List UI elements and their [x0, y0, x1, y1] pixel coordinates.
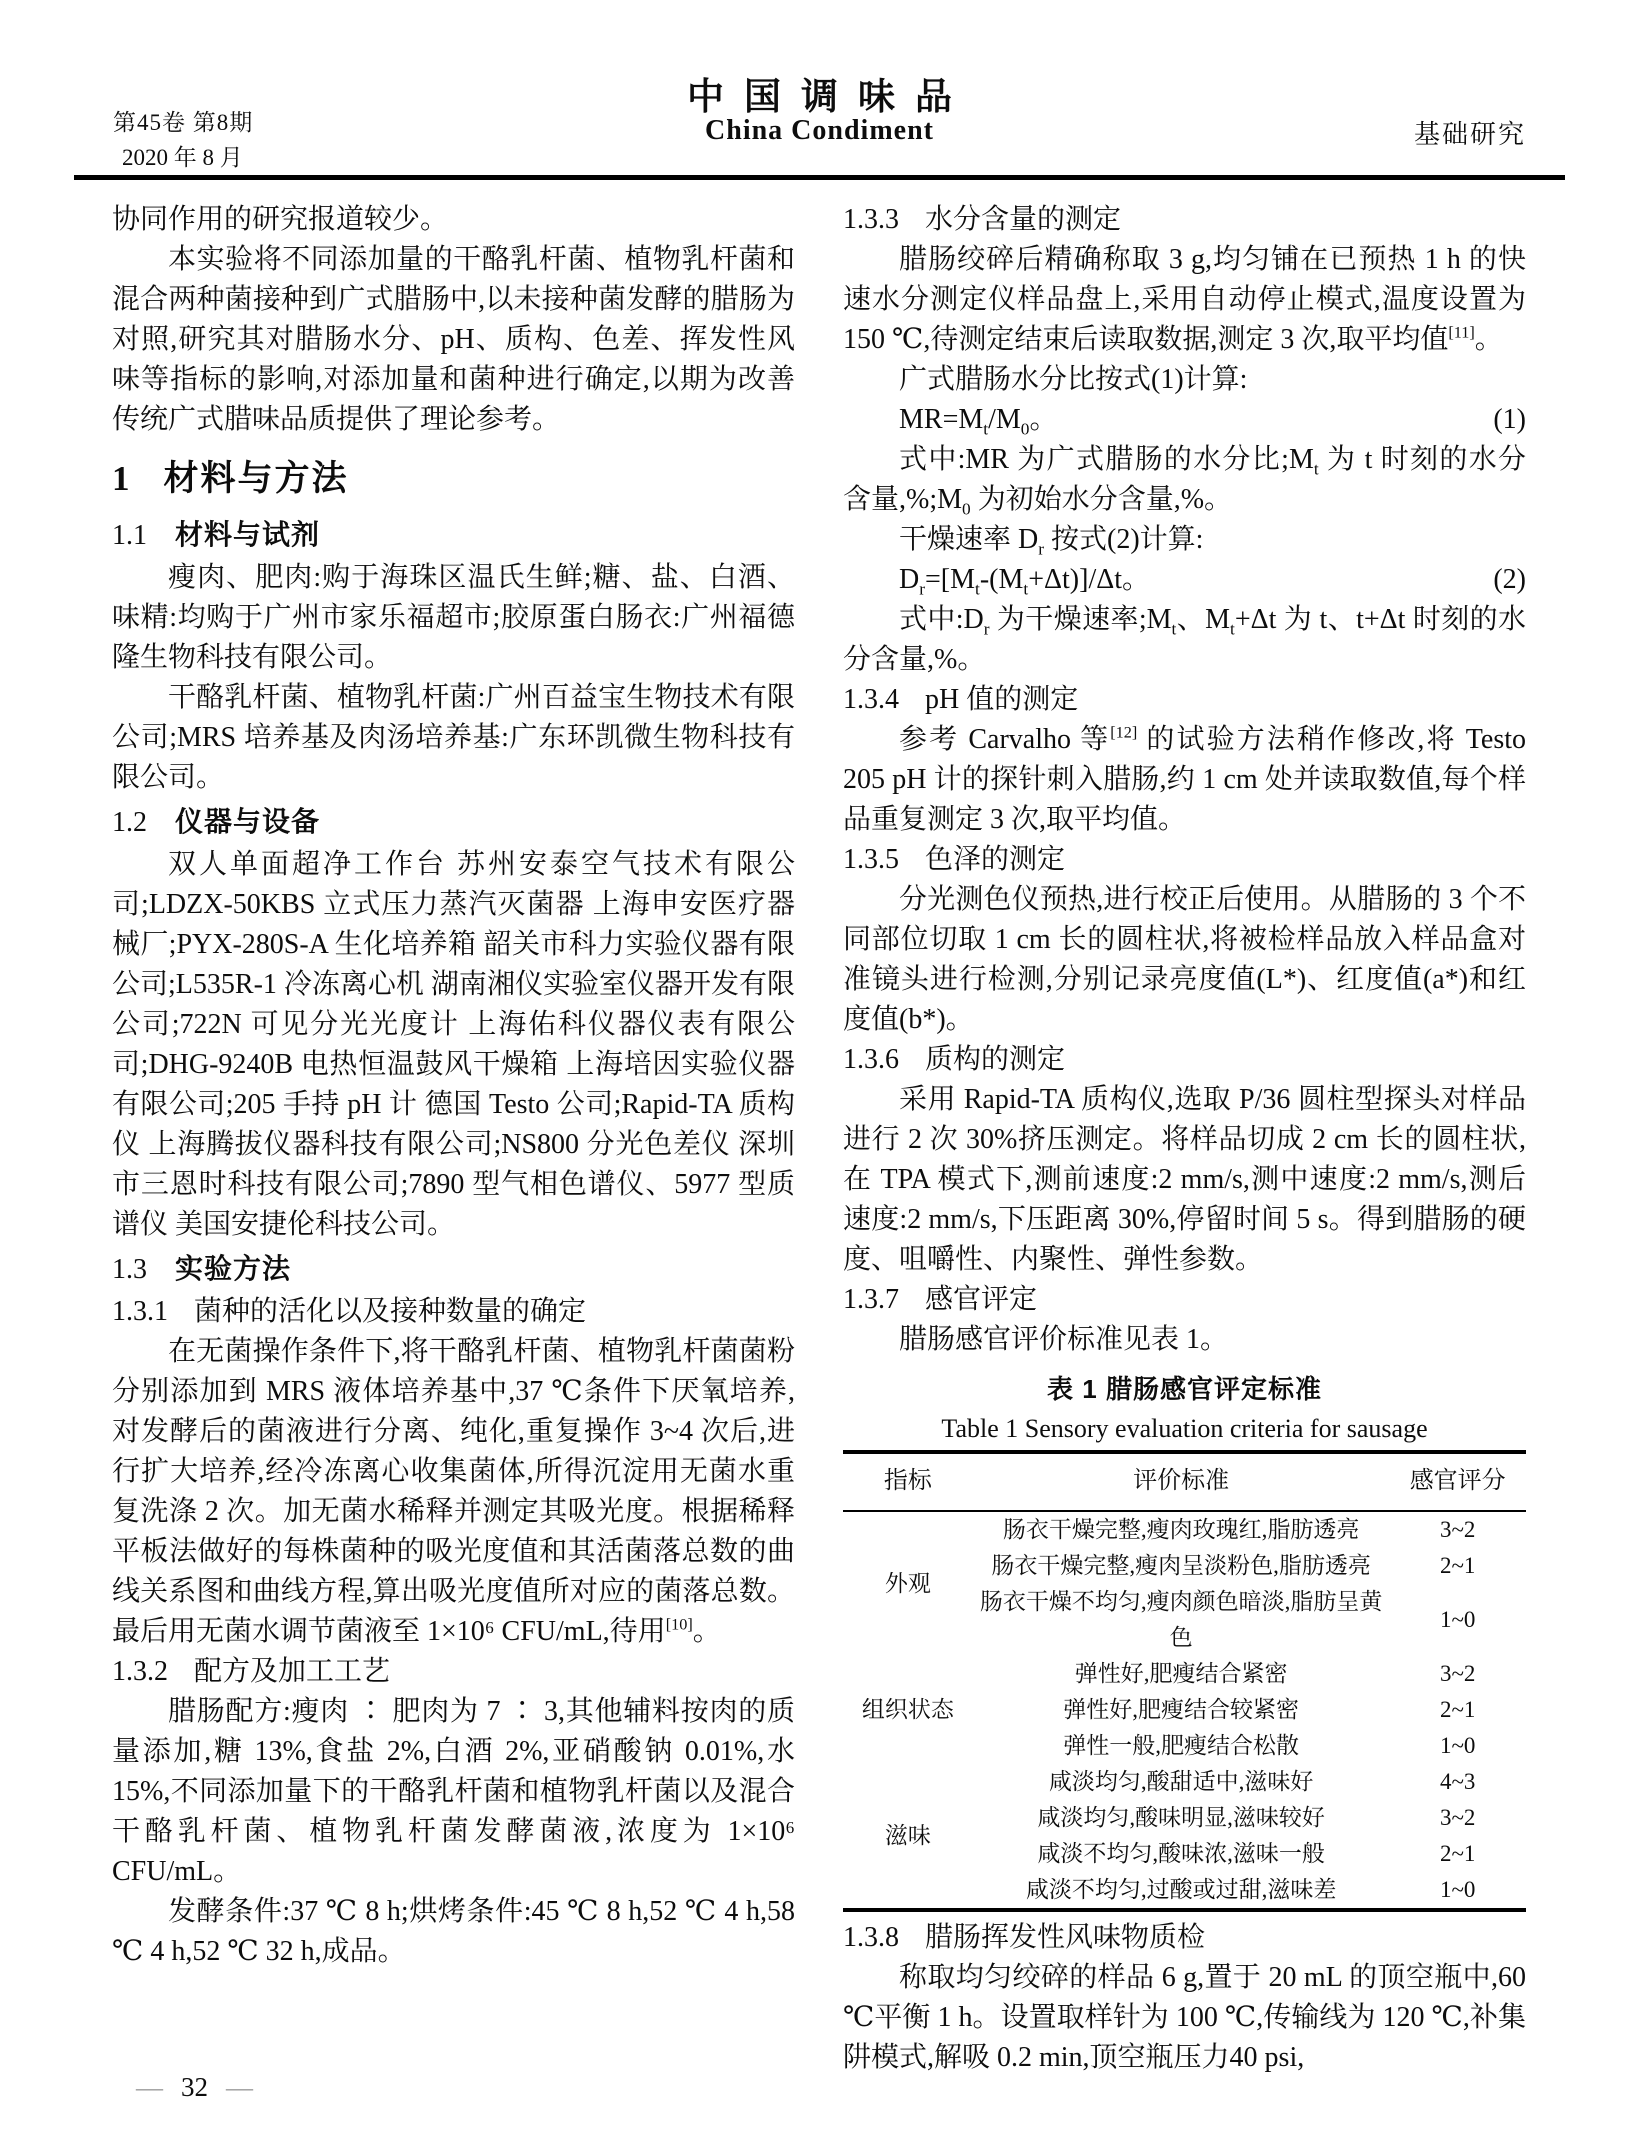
text-run: +Δt)]/Δt。 — [1028, 564, 1151, 595]
text-run: 为干燥速率;M — [989, 604, 1172, 635]
column-header: 评价标准 — [973, 1452, 1390, 1511]
subscript: r — [919, 579, 926, 599]
equation-formula — [899, 400, 1057, 440]
section-title: 腊肠挥发性风味物质检 — [925, 1922, 1206, 1953]
section-title: pH 值的测定 — [925, 684, 1079, 715]
criteria-cell: 咸淡不均匀,酸味浓,滋味一般 — [1037, 1841, 1325, 1866]
criteria-cell: 咸淡均匀,酸味明显,滋味较好 — [1037, 1805, 1325, 1830]
paragraph-eq1-note — [843, 440, 1526, 520]
section-title: 水分含量的测定 — [925, 204, 1122, 235]
volume-issue: 第45卷 第8期 — [113, 110, 254, 135]
criteria-cell: 肠衣干燥完整,瘦肉玫瑰红,脂肪透亮 — [1002, 1517, 1360, 1542]
paragraph-materials-2: 干酪乳杆菌、植物乳杆菌:广州百益宝生物技术有限公司;MRS 培养基及肉汤培养基:广东环凯微生物科技有限公司。 — [112, 682, 795, 793]
subscript: t — [1230, 619, 1235, 639]
table-row — [843, 1764, 1526, 1800]
table-title-en: Table 1 Sensory evaluation criteria for sausage — [941, 1414, 1428, 1443]
score-cell: 4~3 — [1439, 1769, 1476, 1794]
section-heading-1-2 — [112, 801, 795, 844]
paragraph-texture: 采用 Rapid-TA 质构仪,选取 P/36 圆柱型探头对样品进行 2 次 30%挤压测定。将样品切成 2 cm 长的圆柱状,在 TPA 模式下,测前速度:2 mm/s,测中速度:2 mm/s,测后速度:2 mm/s,下压距离 30%,停留时间 5 s。得到腊肠的硬度、咀嚼性、内聚性、弹性参数。 — [843, 1084, 1526, 1275]
table-title-cn: 表 1 腊肠感官评定标准 — [1047, 1374, 1322, 1404]
score-cell: 3~2 — [1439, 1661, 1476, 1686]
page-footer — [136, 2072, 253, 2103]
score-cell: 2~1 — [1439, 1553, 1476, 1578]
subscript: 0 — [962, 499, 971, 519]
right-column — [843, 200, 1526, 2078]
text-run: 的试验方法稍作修改,将 Testo 205 pH 计的探针刺入腊肠,约 1 cm 处并读取数值,每个样品重复测定 3 次,取平均值。 — [843, 724, 1526, 835]
text-run: 按式(2)计算: — [1044, 524, 1204, 555]
citation-ref: [11] — [1448, 323, 1475, 342]
section-heading-1-3-2 — [112, 1652, 795, 1692]
group-cell: 滋味 — [884, 1823, 931, 1848]
footer-dash: — — [226, 2072, 253, 2102]
criteria-cell: 咸淡均匀,酸甜适中,滋味好 — [1048, 1769, 1314, 1794]
section-number: 1.3.7 — [843, 1284, 899, 1315]
paragraph-moisture — [843, 240, 1526, 360]
equation-formula — [899, 560, 1150, 600]
equation-1 — [843, 400, 1526, 440]
subscript: r — [1038, 539, 1045, 559]
section-title: 材料与方法 — [163, 459, 349, 498]
paragraph-fermentation: 发酵条件:37 ℃ 8 h;烘烤条件:45 ℃ 8 h,52 ℃ 4 h,58 ℃ 4 h,52 ℃ 32 h,成品。 — [112, 1896, 795, 1967]
criteria-cell: 弹性一般,肥瘦结合松散 — [1063, 1733, 1299, 1758]
paragraph-eq1-lead: 广式腊肠水分比按式(1)计算: — [899, 364, 1248, 395]
text-run: 为 t 时刻的水分含量,%;M — [843, 444, 1527, 515]
score-cell: 1~0 — [1439, 1607, 1476, 1632]
text-run: 式中:D — [899, 604, 984, 635]
column-header: 感官评分 — [1389, 1452, 1526, 1511]
section-heading-1-3-6 — [843, 1040, 1526, 1080]
score-cell: 2~1 — [1439, 1841, 1476, 1866]
paragraph-activation — [112, 1332, 795, 1652]
section-heading-1-3-7 — [843, 1280, 1526, 1320]
text-run: 。 — [692, 1616, 721, 1647]
text-run: =[M — [925, 564, 976, 595]
paragraph-sensory: 腊肠感官评价标准见表 1。 — [899, 1324, 1229, 1355]
section-number: 1.3.3 — [843, 204, 899, 235]
paragraph-materials-1: 瘦肉、肥肉:购于海珠区温氏生鲜;糖、盐、白酒、味精:均购于广州市家乐福超市;胶原蛋白肠衣:广州福德隆生物科技有限公司。 — [112, 562, 795, 673]
column-label: 基础研究 — [1413, 120, 1526, 149]
score-cell: 2~1 — [1439, 1697, 1476, 1722]
group-cell: 外观 — [884, 1571, 931, 1596]
criteria-cell: 弹性好,肥瘦结合紧密 — [1074, 1661, 1288, 1686]
paragraph-eq2-note — [843, 600, 1526, 680]
section-heading-1-3-3 — [843, 200, 1526, 240]
section-title: 感官评定 — [925, 1284, 1038, 1315]
section-title: 材料与试剂 — [175, 519, 321, 550]
text-run: D — [899, 564, 920, 595]
journal-title-cn: 中国调味品 — [687, 76, 972, 117]
equation-number: (2) — [1493, 564, 1526, 595]
paragraph-volatile: 称取均匀绞碎的样品 6 g,置于 20 mL 的顶空瓶中,60 ℃平衡 1 h。设置取样针为 100 ℃,传输线为 120 ℃,补集阱模式,解吸 0.2 min,顶空瓶压力40 psi, — [843, 1962, 1526, 2073]
issue-date: 2020 年 8 月 — [122, 145, 243, 170]
section-number: 1.1 — [112, 520, 147, 551]
criteria-cell: 肠衣干燥完整,瘦肉呈淡粉色,脂肪透亮 — [991, 1553, 1371, 1578]
paragraph-eq2-lead — [843, 520, 1526, 560]
subscript: t — [1023, 579, 1029, 599]
text-run: 干燥速率 D — [899, 524, 1039, 555]
section-heading-1-1 — [112, 514, 795, 557]
score-cell: 1~0 — [1439, 1877, 1476, 1902]
left-column — [112, 200, 795, 2078]
section-number: 1.3.8 — [843, 1922, 899, 1953]
score-cell: 3~2 — [1439, 1517, 1476, 1542]
subscript: t — [1171, 619, 1177, 639]
section-heading-1 — [112, 454, 795, 504]
text-run: +Δt 为 t、t+Δt 时刻的水分含量,%。 — [843, 604, 1526, 675]
section-number: 1.3.4 — [843, 684, 899, 715]
table-header-row — [843, 1452, 1526, 1511]
subscript: t — [975, 579, 980, 599]
paragraph-ph — [843, 720, 1526, 840]
section-title: 质构的测定 — [925, 1044, 1066, 1075]
criteria-cell: 咸淡不均匀,过酸或过甜,滋味差 — [1025, 1877, 1337, 1902]
page-body — [112, 200, 1527, 2078]
section-heading-1-3 — [112, 1248, 795, 1291]
header-rule — [74, 175, 1565, 180]
section-number: 1.3.6 — [843, 1044, 899, 1075]
journal-title-en: China Condiment — [705, 115, 934, 146]
section-title: 色泽的测定 — [925, 844, 1066, 875]
section-number: 1.3 — [112, 1254, 147, 1285]
section-title: 配方及加工工艺 — [194, 1656, 391, 1687]
paragraph-intro: 本实验将不同添加量的干酪乳杆菌、植物乳杆菌和混合两种菌接种到广式腊肠中,以未接种菌发酵的腊肠为对照,研究其对腊肠水分、pH、质构、色差、挥发性风味等指标的影响,对添加量和菌种进行确定,以期为改善传统广式腊味品质提供了理论参考。 — [112, 244, 795, 435]
criteria-cell: 肠衣干燥不均匀,瘦肉颜色暗淡,脂肪呈黄色 — [979, 1589, 1383, 1650]
paragraph-color: 分光测色仪预热,进行校正后使用。从腊肠的 3 个不同部位切取 1 cm 长的圆柱状,将被检样品放入样品盒对准镜头进行检测,分别记录亮度值(L*)、红度值(a*)和红度值(b*)。 — [843, 884, 1526, 1035]
group-cell: 组织状态 — [861, 1697, 954, 1722]
subscript: 0 — [1020, 419, 1030, 439]
subscript: t — [983, 419, 989, 439]
citation-ref: [10] — [665, 1615, 693, 1634]
text-run: 在无菌操作条件下,将干酪乳杆菌、植物乳杆菌菌粉分别添加到 MRS 液体培养基中,37 ℃条件下厌氧培养,对发酵后的菌液进行分离、纯化,重复操作 3~4 次后,进行扩大培养,经冷冻离心收集菌体,所得沉淀用无菌水重复洗涤 2 次。加无菌水稀释并测定其吸光度。根据稀释平板法做好的每株菌种的吸光度值和其活菌落总数的曲线关系图和曲线方程,算出吸光度值所对应的菌落总数。最后用无菌水调节菌液至 1×10⁶ CFU/mL,待用 — [112, 1336, 795, 1647]
subscript: t — [1313, 459, 1319, 479]
section-heading-1-3-5 — [843, 840, 1526, 880]
section-number: 1.3.2 — [112, 1656, 168, 1687]
table-row — [843, 1656, 1526, 1692]
sensory-criteria-table — [843, 1450, 1526, 1912]
score-cell: 3~2 — [1439, 1805, 1476, 1830]
text-run: 。 — [1474, 324, 1503, 355]
paragraph-intro-tail: 协同作用的研究报道较少。 — [112, 204, 449, 235]
table-row — [843, 1511, 1526, 1548]
section-heading-1-3-4 — [843, 680, 1526, 720]
criteria-cell: 弹性好,肥瘦结合较紧密 — [1063, 1697, 1299, 1722]
text-run: 参考 Carvalho 等 — [899, 724, 1111, 755]
text-run: -(M — [979, 564, 1024, 595]
text-run: 、M — [1176, 604, 1231, 635]
citation-ref: [12] — [1110, 723, 1138, 742]
page-number: 32 — [181, 2072, 208, 2102]
section-number: 1 — [112, 459, 130, 498]
equation-2 — [843, 560, 1526, 600]
paragraph-instruments: 双人单面超净工作台 苏州安泰空气技术有限公司;LDZX-50KBS 立式压力蒸汽灭菌器 上海申安医疗器械厂;PYX-280S-A 生化培养箱 韶关市科力实验仪器有限公司;L535R-1 冷冻离心机 湖南湘仪实验室仪器开发有限公司;722N 可见分光光度计 上海佑科仪器仪表有限公司;DHG-9240B 电热恒温鼓风干燥箱 上海培因实验仪器有限公司;205 手持 pH 计 德国 Testo 公司;Rapid-TA 质构仪 上海腾拔仪器科技有限公司;NS800 分光色差仪 深圳市三恩时科技有限公司;7890 型气相色谱仪、5977 型质谱仪 美国安捷伦科技公司。 — [112, 849, 795, 1240]
section-title: 实验方法 — [175, 1253, 292, 1284]
text-run: MR=M — [899, 404, 984, 435]
section-title: 菌种的活化以及接种数量的确定 — [194, 1296, 587, 1327]
score-cell: 1~0 — [1439, 1733, 1476, 1758]
text-run: 为初始水分含量,%。 — [970, 484, 1233, 515]
paragraph-recipe: 腊肠配方:瘦肉 ∶ 肥肉为 7 ∶ 3,其他辅料按肉的质量添加,糖 13%,食盐 2%,白酒 2%,亚硝酸钠 0.01%,水 15%,不同添加量下的干酪乳杆菌和植物乳杆菌以及混合干酪乳杆菌、植物乳杆菌发酵菌液,浓度为 1×10⁶ CFU/mL。 — [112, 1696, 795, 1887]
equation-number: (1) — [1493, 404, 1526, 435]
section-number: 1.3.5 — [843, 844, 899, 875]
column-header: 指标 — [843, 1452, 973, 1511]
text-run: 腊肠绞碎后精确称取 3 g,均匀铺在已预热 1 h 的快速水分测定仪样品盘上,采用自动停止模式,温度设置为 150 ℃,待测定结束后读取数据,测定 3 次,取平均值 — [843, 244, 1526, 355]
footer-dash: — — [136, 2072, 163, 2102]
section-number: 1.3.1 — [112, 1296, 168, 1327]
table-1 — [843, 1370, 1526, 1912]
text-run: 式中:MR 为广式腊肠的水分比;M — [899, 444, 1314, 475]
text-run: /M — [988, 404, 1021, 435]
subscript: r — [983, 619, 990, 639]
section-title: 仪器与设备 — [175, 806, 321, 837]
section-heading-1-3-8 — [843, 1918, 1526, 1958]
section-number: 1.2 — [112, 807, 147, 838]
section-heading-1-3-1 — [112, 1292, 795, 1332]
text-run: 。 — [1029, 404, 1058, 435]
